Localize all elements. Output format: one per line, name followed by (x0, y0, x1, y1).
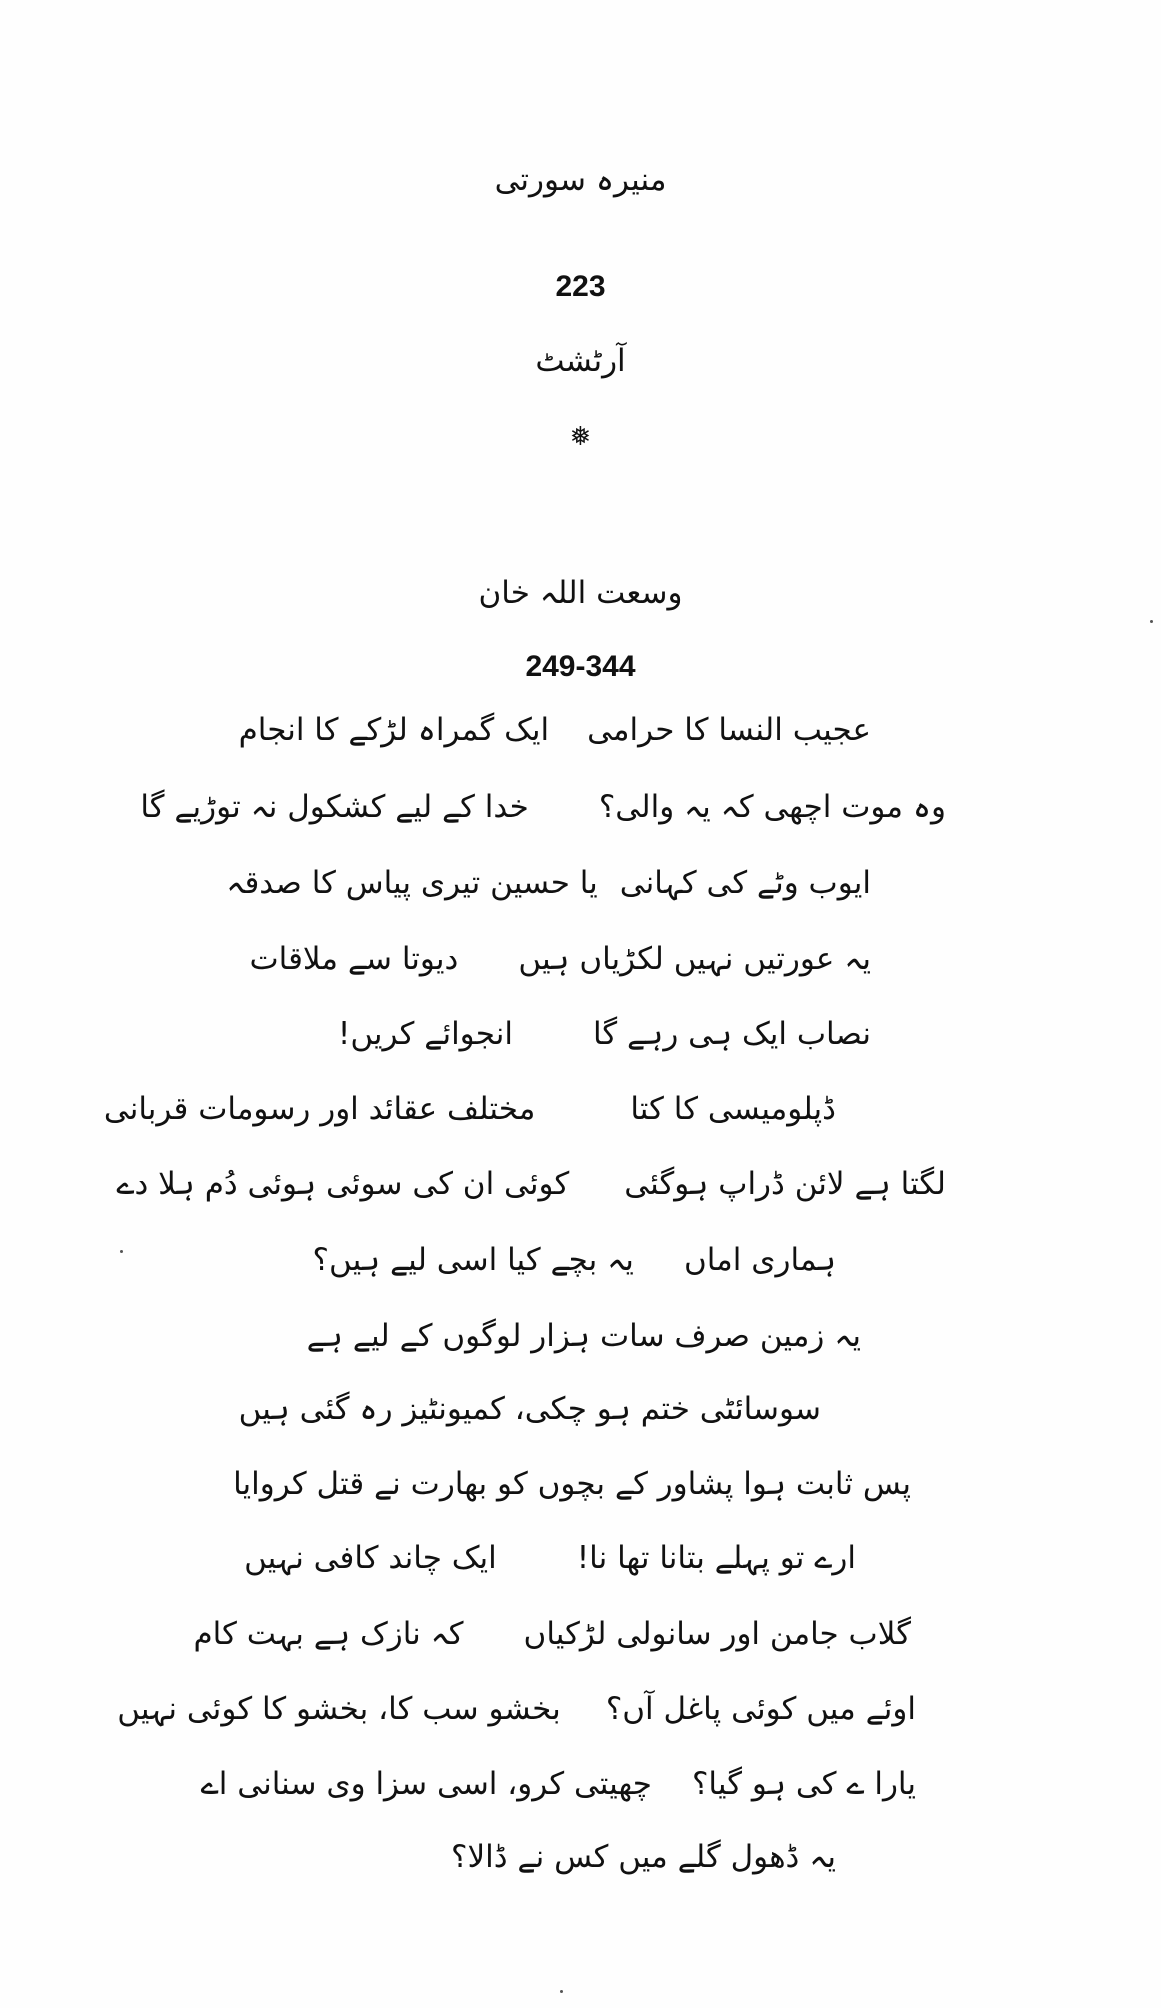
toc-entry-title: یا حسین تیری پیاس کا صدقہ (226, 865, 598, 901)
toc-entry-title: گلاب جامن اور سانولی لڑکیاں (523, 1616, 911, 1652)
toc-entry (337, 1016, 871, 1052)
toc-entry-title: مختلف عقائد اور رسومات قربانی (103, 1091, 536, 1127)
toc-entry-title: یارا ے کی ہو گیا؟ (691, 1766, 916, 1802)
toc-entry-title: ایک چاند کافی نہیں (244, 1540, 497, 1576)
toc-entry (244, 1540, 856, 1576)
toc-entry (238, 712, 871, 748)
scan-speck (120, 1250, 123, 1253)
toc-entry (312, 1242, 836, 1278)
toc-entry (117, 1691, 916, 1727)
toc-entry: یہ ڈھول گلے میں کس نے ڈالا؟ (451, 1839, 836, 1875)
toc-entry (249, 941, 871, 977)
toc-entry-title: دیوتا سے ملاقات (249, 941, 459, 977)
section1-author: منیرہ سورتی (494, 162, 667, 198)
section-divider-ornament: ❅ (569, 422, 592, 452)
scan-speck (1150, 620, 1153, 623)
toc-entry-title: بخشو سب کا، بخشو کا کوئی نہیں (117, 1691, 561, 1727)
toc-entry-title: چھیتی کرو، اسی سزا وی سنانی اے (200, 1766, 652, 1802)
toc-entry (226, 865, 871, 901)
toc-entry-title: ارے تو پہلے بتانا تھا نا! (576, 1540, 856, 1576)
toc-entry-title: انجوائے کریں! (337, 1016, 513, 1052)
section1-title: آرٹشٹ (535, 343, 626, 379)
section2-author: وسعت اللہ خان (478, 575, 683, 611)
toc-entry-title: ہماری اماں (683, 1242, 836, 1278)
toc-entry (193, 1616, 911, 1652)
toc-entry (103, 1091, 836, 1127)
toc-entry-title: ایوب وٹے کی کہانی (619, 865, 871, 901)
toc-entry-title: نصاب ایک ہی رہے گا (592, 1016, 871, 1052)
toc-entry-title: کوئی ان کی سوئی ہوئی دُم ہلا دے (116, 1166, 570, 1202)
toc-entry (140, 789, 946, 825)
toc-entry-title: لگتا ہے لائن ڈراپ ہوگئی (624, 1166, 946, 1202)
toc-entry-title: اوئے میں کوئی پاغل آں؟ (605, 1691, 916, 1727)
toc-entry-title: ڈپلومیسی کا کتا (630, 1091, 836, 1127)
toc-entry-title: خدا کے لیے کشکول نہ توڑیے گا (140, 789, 529, 825)
toc-entry: پس ثابت ہوا پشاور کے بچوں کو بھارت نے قتل کروایا (233, 1466, 911, 1502)
toc-entry-title: عجیب النسا کا حرامی (587, 712, 871, 748)
section2-page-range: 249-344 (525, 650, 636, 683)
toc-entry-title: وہ موت اچھی کہ یہ والی؟ (598, 789, 946, 825)
toc-entry: یہ زمین صرف سات ہزار لوگوں کے لیے ہے (306, 1318, 861, 1354)
toc-entry-title: یہ بچے کیا اسی لیے ہیں؟ (312, 1242, 634, 1278)
section1-page-number: 223 (555, 270, 606, 303)
toc-entry (116, 1166, 946, 1202)
toc-entry: سوسائٹی ختم ہو چکی، کمیونٹیز رہ گئی ہیں (238, 1391, 821, 1427)
toc-entry-title: یہ عورتیں نہیں لکڑیاں ہیں (518, 941, 871, 977)
scan-speck (560, 1990, 563, 1993)
toc-entry-title: کہ نازک ہے بہت کام (193, 1616, 464, 1652)
toc-entry-title: ایک گمراہ لڑکے کا انجام (238, 712, 550, 748)
toc-entry (200, 1766, 916, 1802)
